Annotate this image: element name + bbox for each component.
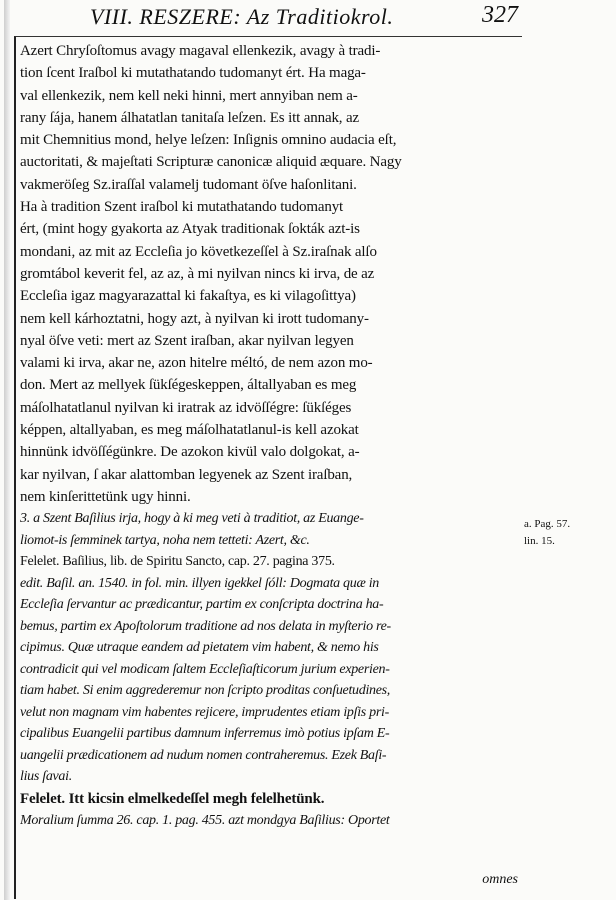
running-head: VIII. RESZERE: Az Traditiokrol. <box>90 4 394 29</box>
text-line: Azert Chryſoſtomus avagy magaval ellenkezik, avagy à tradi- <box>20 43 381 59</box>
text-line: don. Mert az mellyek ſükſégeskeppen, általlyaban es meg <box>20 377 357 394</box>
scan-edge <box>4 0 10 900</box>
text-line: Ha à tradition Szent iraſbol ki mutathatando tudomanyt <box>20 199 344 216</box>
objection-line: liomot-is ſemminek tartya, noha nem tetteti: Azert, &c. <box>20 532 310 548</box>
answer-line: velut non magnam vim habentes rejicere, imprudentes etiam ipſis pri- <box>20 704 389 720</box>
answer-line: lius ſavai. <box>20 769 72 785</box>
answer-line: bemus, partim ex Apoſtolorum traditione ad nos delata in myſterio re- <box>20 618 391 634</box>
catchword: omnes <box>482 872 518 887</box>
closing-line: Moralium ſumma 26. cap. 1. pag. 455. azt mondgya Baſilius: Oportet <box>20 813 390 829</box>
objection-line: 3. a Szent Baſilius irja, hogy à ki meg veti à traditiot, az Euange- <box>20 511 364 527</box>
margin-note <box>524 516 614 550</box>
text-line: máſolhatatlanul nyilvan ki iratrak az idvöſſégre: ſükſéges <box>20 399 352 416</box>
answer-line: contradicit qui vel modicam ſaltem Eccleſiaſticorum jurium experien- <box>20 661 390 677</box>
text-line: rany ſája, hanem álhatatlan tanitaſa leſzen. Es itt annak, az <box>20 109 360 126</box>
text-line: ért, (mint hogy gyakorta az Atyak traditionak ſokták azt-is <box>20 221 360 238</box>
text-line: mondani, az mit az Eccleſia jo következeſſel à Sz.iraſnak alſo <box>20 243 377 260</box>
text-line: tion ſcent Iraſbol ki mutathatando tudomanyt ért. Ha maga- <box>20 65 366 82</box>
text-line: nyal öſve veti: mert az Szent iraſban, akar nyilvan legyen <box>20 332 354 349</box>
answer-line: cipalibus Euangelii partibus damnum inferremus imò potius ipſam E- <box>20 726 390 742</box>
answer-line: cipimus. Quæ utraque eandem ad pietatem vim habent, & nemo his <box>20 640 379 656</box>
answer-line: tiam habet. Si enim aggrederemur non ſcripto proditas conſuetudines, <box>20 683 391 699</box>
margin-note-line: lin. 15. <box>524 535 555 547</box>
text-line: mit Chemnitius mond, helye leſzen: Inſignis omnino audacia eſt, <box>20 132 397 149</box>
text-line: auctoritati, & majeſtati Scripturæ canonicæ aliquid æquare. Nagy <box>20 154 402 171</box>
text-line: kar nyilvan, ſ akar alattomban legyenek az Szent iraſban, <box>20 466 353 483</box>
answer-line: Eccleſia ſervantur ac prædicantur, partim ex conſcripta doctrina ha- <box>20 597 384 613</box>
text-line: nem kinſerittetünk ugy hinni. <box>20 488 191 505</box>
text-line: vakmeröſeg Sz.iraſſal valamelj tudomant öſve haſonlitani. <box>20 176 357 193</box>
text-line: képpen, altallyaban, es meg máſolhatatlanul-is kell azokat <box>20 422 359 439</box>
main-text <box>20 40 520 832</box>
answer-line: Felelet. Baſilius, lib. de Spiritu Sancto, cap. 27. pagina 375. <box>20 554 335 570</box>
page-number: 327 <box>482 2 518 28</box>
closing-line: Felelet. Itt kicsin elmelkedeſſel megh felelhetünk. <box>20 790 325 807</box>
answer-line: edit. Baſil. an. 1540. in fol. min. illyen igekkel ſóll: Dogmata quæ in <box>20 575 379 591</box>
text-line: gromtábol keverit fel, az az, à mi nyilvan nincs ki irva, de az <box>20 265 375 282</box>
text-line: nem kell kárhoztatni, hogy azt, à nyilvan ki irott tudomany- <box>20 310 369 327</box>
text-line: valami ki irva, akar ne, azon hitelre méltó, de nem azon mo- <box>20 355 373 372</box>
margin-note-line: a. Pag. 57. <box>524 518 571 530</box>
text-line: Eccleſia igaz magyarazattal ki fakaſtya, es ki vilagoſittya) <box>20 288 356 305</box>
text-line: hinnünk idvöſſégünkre. De azokon kivül valo dolgokat, a- <box>20 444 360 461</box>
text-line: val ellenkezik, nem kell neki hinni, mert annyiban nem a- <box>20 87 358 104</box>
answer-line: uangelii prædicationem ad nudum nomen contraheremus. Ezek Baſi- <box>20 747 387 763</box>
